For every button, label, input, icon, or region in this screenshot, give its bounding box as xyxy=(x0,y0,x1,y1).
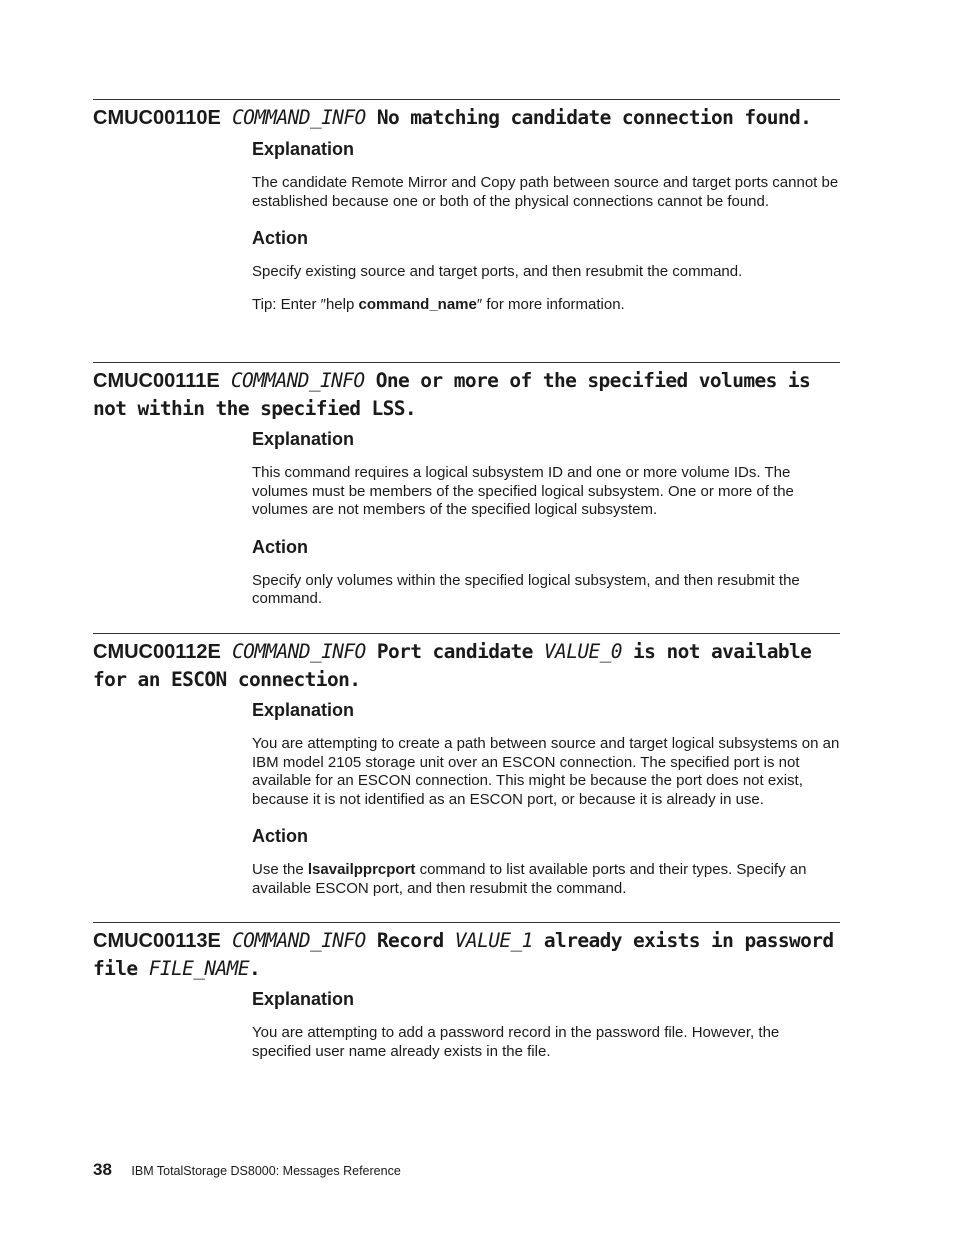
tip-text xyxy=(252,296,840,315)
explanation-heading: Explanation xyxy=(252,989,355,1009)
tip-suffix: ″ for more information. xyxy=(476,295,625,313)
action-heading: Action xyxy=(252,826,308,846)
explanation-heading: Explanation xyxy=(252,429,355,449)
message-cmuc00111e xyxy=(93,362,840,609)
message-variable: COMMAND_INFO xyxy=(230,369,365,392)
message-text: Port candidate xyxy=(376,640,533,663)
message-text: One or more of the specified volumes is not within the specified LSS. xyxy=(93,369,811,420)
action-heading: Action xyxy=(252,228,308,248)
explanation-heading: Explanation xyxy=(252,139,355,159)
message-period: . xyxy=(248,957,261,980)
page-number: 38 xyxy=(93,1160,112,1179)
message-code: CMUC00111E xyxy=(93,370,220,392)
message-text-continued: already exists in password file xyxy=(93,929,834,980)
footer-title: IBM TotalStorage DS8000: Messages Reference xyxy=(131,1164,401,1178)
action-heading: Action xyxy=(252,536,308,557)
tip-command: command_name xyxy=(358,295,477,313)
message-code: CMUC00112E xyxy=(93,641,221,663)
explanation-text: The candidate Remote Mirror and Copy path between source and target ports cannot be established because one or both of the physical connections cannot be found. xyxy=(252,174,839,210)
message-text-continued: is not available for an ESCON connection. xyxy=(93,640,812,691)
message-code: CMUC00110E xyxy=(93,107,221,129)
explanation-heading: Explanation xyxy=(252,700,355,720)
action-suffix: command to list available ports and their types. Specify an available ESCON port, and then resubmit the command. xyxy=(252,861,807,897)
action-text xyxy=(252,861,840,898)
page-footer xyxy=(93,1160,401,1180)
action-prefix: Use the xyxy=(252,861,308,878)
message-variable: COMMAND_INFO xyxy=(231,106,366,129)
message-value-variable: VALUE_0 xyxy=(543,640,622,663)
message-file-variable: FILE_NAME xyxy=(148,957,249,980)
explanation-text: You are attempting to add a password record in the password file. However, the specified user name already exists in the file. xyxy=(252,1024,780,1060)
action-text: Specify only volumes within the specified logical subsystem, and then resubmit the command. xyxy=(252,571,800,607)
message-code: CMUC00113E xyxy=(93,930,221,952)
message-value-variable: VALUE_1 xyxy=(454,929,533,952)
message-text: No matching candidate connection found. xyxy=(376,106,812,129)
action-text: Specify existing source and target ports, and then resubmit the command. xyxy=(252,263,743,280)
message-cmuc00110e xyxy=(93,99,840,314)
message-variable: COMMAND_INFO xyxy=(231,640,366,663)
message-variable: COMMAND_INFO xyxy=(231,929,366,952)
message-heading xyxy=(93,927,840,982)
message-cmuc00112e xyxy=(93,633,840,898)
action-command: lsavailpprcport xyxy=(307,861,416,878)
explanation-text: You are attempting to create a path between source and target logical subsystems on an IBM model 2105 storage unit over an ESCON connection. The specified port is not available for an ESCON connection. This might be because the port does not exist, because it is not identified as an ESCON port, or because it is already in use. xyxy=(252,735,840,808)
message-cmuc00113e xyxy=(93,922,840,1061)
explanation-text: This command requires a logical subsystem ID and one or more volume IDs. The volumes must be members of the specified logical subsystem. One or more of the volumes are not members of the specified logical subsystem. xyxy=(252,464,794,518)
message-heading xyxy=(93,104,840,132)
message-text: Record xyxy=(376,929,444,952)
message-heading xyxy=(93,638,840,693)
tip-prefix: Tip: Enter ″help xyxy=(252,295,359,313)
message-heading xyxy=(93,367,840,422)
